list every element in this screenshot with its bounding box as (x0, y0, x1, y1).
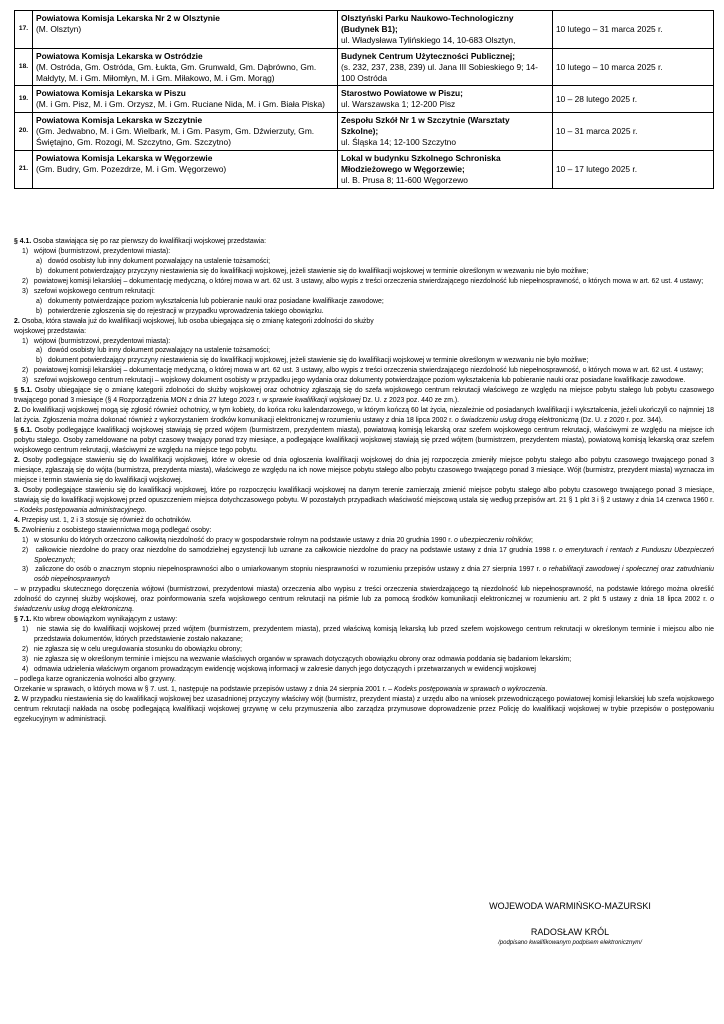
commission-cell (33, 150, 338, 188)
section-7-1: § 7.1. Kto wbrew obowiązkom wynikającym z ustawy: (14, 616, 178, 624)
section-6-2: 2. Osoby podlegające stawieniu się do kwalifikacji wojskowej, które w okresie od dnia ogłoszenia kwalifikacji wojskowej do dnia jej rozpoczęcia zmieniły miejsce pobytu stałego albo pobytu czasowego trwającego ponad 3 miesiące, zgłaszają się do wójta (burmistrza, prezydenta miasta), właściwego ze względu na ich nowe miejsce pobytu stałego albo pobytu czasowego trwającego ponad 3 miesiące. Wójt (burmistrz, prezydent miasta) wyznacza im miejsce i termin stawienia się do kwalifikacji wojskowej. (14, 456, 714, 484)
venue-address: ul. Śląska 14; 12-100 Szczytno (341, 137, 456, 148)
section-6-1: § 6.1. Osoby podlegające kwalifikacji wojskowej stawiają się przed wójtem (burmistrzem, prezydentem miasta), powiatową komisją lekarską oraz szefem wojskowego centrum rekrutacji, właściwymi ze względu na miejsce ich pobytu stałego. Osoby zameldowane na pobyt czasowy trwający ponad trzy miesiące, a podlegające kwalifikacji wojskowej stawiają się przed wójtem (burmistrzem, prezydentem miasta), powiatową komisją lekarską oraz szefem wojskowego centrum rekrutacji, właściwymi ze względu na miejsce tego pobytu. (14, 427, 714, 455)
commission-name: Powiatowa Komisja Lekarska w Szczytnie (36, 115, 203, 126)
signature-block (420, 900, 720, 948)
venue-cell (338, 113, 553, 151)
venue-name: Zespołu Szkół Nr 1 w Szczytnie (Warsztaty Szkolne); (341, 115, 510, 137)
signatory-office: WOJEWODA WARMIŃSKO-MAZURSKI (489, 901, 651, 911)
venue-address: (s. 232, 237, 238, 239) ul. Jana III Sobieskiego 9; 14-100 Ostróda (341, 61, 538, 83)
commission-area: (Gm. Jedwabno, M. i Gm. Wielbark, M. i Gm. Pasym, Gm. Dźwierzuty, Gm. Świętajno, Gm. Rozogi, M. Szczytno, Gm. Szczytno) (36, 126, 315, 148)
section-5-1: § 5.1. Osoby ubiegające się o zmianę kategorii zdolności do służby wojskowej oraz ochotnicy zgłaszają się do szefa wojskowego centrum rekrutacji właściwego ze względu na miejsce pobytu stałego lub pobytu czasowego trwającego ponad 3 miesiące (§ 4 Rozporządzenia MON z dnia 27 lutego 2023 r. w sprawie kwalifikacji wojskowej Dz. U. z 2023 poz. 440 ze zm.). (14, 387, 714, 405)
row-number: 19. (15, 86, 33, 113)
dates-cell: 10 – 28 lutego 2025 r. (553, 86, 714, 113)
section-5-2: 2. Do kwalifikacji wojskowej mogą się zgłosić również ochotnicy, w tym kobiety, do końca roku kalendarzowego, w którym kończą 60 lat życia, niezależnie od posiadanych kwalifikacji i wykształcenia, jeżeli ukończyli co najmniej 18 lat życia. Zgłoszenia można dokonać również z wykorzystaniem środków komunikacji elektronicznej w rozumieniu ustawy z dnia 18 lipca 2002 r. o świadczeniu usług drogą elektroniczną (Dz. U. z 2020 r. poz. 344). (14, 407, 714, 425)
commission-name: Powiatowa Komisja Lekarska w Węgorzewie (36, 152, 213, 163)
commission-area: (Gm. Budry, Gm. Pozezdrze, M. i Gm. Węgorzewo) (36, 163, 227, 174)
venue-name: Budynek Centrum Użyteczności Publicznej; (341, 50, 516, 61)
table-row (15, 150, 714, 188)
list-item: 1) nie stawia się do kwalifikacji wojskowej przed wójtem (burmistrzem, prezydentem miasta), przed właściwą komisją lekarską lub przed szefem wojskowego centrum rekrutacji w określonym terminie i miejscu albo nie przedstawia dokumentów, których przedstawienie zostało nakazane; (22, 626, 714, 644)
section-7-orzekanie: Orzekanie w sprawach, o których mowa w § 7. ust. 1, następuje na podstawie przepisów ustawy z dnia 24 sierpnia 2001 r. – Kodeks postępowania w sprawach o wykroczenia. (14, 685, 548, 693)
commission-area: (M. i Gm. Pisz, M. i Gm. Orzysz, M. i Gm. Ruciane Nida, M. i Gm. Biała Piska) (36, 99, 325, 110)
venue-name: Starostwo Powiatowe w Piszu; (341, 88, 463, 99)
list-item: b) dokument potwierdzający przyczyny niestawienia się do kwalifikacji wojskowej, jeżeli stawienie się do kwalifikacji wojskowej w terminie określonym w wezwaniu nie było możliwe; (36, 267, 589, 275)
venue-cell (338, 11, 553, 49)
venue-address: ul. Władysława Tylińskiego 14, 10-683 Olsztyn, (341, 34, 516, 45)
section-6-5: 5. Zwolnieniu z osobistego stawiennictwa mogą podlegać osoby: (14, 526, 212, 534)
table-row (15, 11, 714, 49)
signatory-name: RADOSŁAW KRÓL (530, 927, 610, 937)
table-row (15, 48, 714, 86)
section-6-3: 3. Osoby podlegające stawieniu się do kwalifikacji wojskowej, które po rozpoczęciu kwalifikacji wojskowej na danym terenie zamierzają zmienić miejsce pobytu stałego albo pobytu czasowego trwającego ponad 3 miesiące, stawiają się do kwalifikacji wojskowej przed opuszczeniem miejsca dotychczasowego pobytu. W pozostałych przypadkach właściwość miejscową ustala się według przepisów art. 21 § 1 pkt 3 i § 2 ustawy z dnia 14 czerwca 1960 r. – Kodeks postępowania administracyjnego. (14, 486, 714, 514)
list-item: 1) wójtowi (burmistrzowi, prezydentowi miasta): (22, 337, 171, 345)
list-item: b) potwierdzenie zgłoszenia się do rejestracji w przypadku wprowadzenia takiego obowiązku. (36, 307, 324, 315)
section-7-2: 2. W przypadku niestawienia się do kwalifikacji wojskowej bez uzasadnionej przyczyny właściwy wójt (burmistrz, prezydent miasta) z urzędu albo na wniosek przewodniczącego powiatowej komisji lekarskiej lub szefa wojskowego centrum rekrutacji nakłada na osobę podlegającą kwalifikacji wojskowej grzywnę w celu przymuszenia albo zarządza przymusowe doprowadzenie przez Policję do kwalifikacji wojskowej w trybie przepisów o postępowaniu egzekucyjnym w administracji. (14, 695, 714, 723)
commission-area: (M. Ostróda, Gm. Ostróda, Gm. Łukta, Gm. Grunwald, Gm. Dąbrówno, Gm. Małdyty, M. i Gm. Miłomłyn, M. i Gm. Miłakowo, M. i Gm. Morąg) (36, 61, 317, 83)
commission-area: (M. Olsztyn) (36, 23, 82, 34)
list-item: 2) powiatowej komisji lekarskiej – dokumentację medyczną, o której mowa w art. 62 ust. 3 ustawy, albo wypis z treści orzeczenia stwierdzającego niezdolność lub niepełnosprawność, o których mowa w art. 62 ust. 4 ustawy; (22, 367, 704, 375)
list-item: 1) wójtowi (burmistrzowi, prezydentowi miasta): (22, 247, 171, 255)
list-item: 1) w stosunku do których orzeczono całkowitą niezdolność do pracy w gospodarstwie rolnym na podstawie ustawy z dnia 20 grudnia 1990 r. o ubezpieczeniu rolników; (22, 536, 533, 544)
commission-name: Powiatowa Komisja Lekarska Nr 2 w Olsztynie (36, 13, 220, 23)
section-4-2-cont: wojskowej przedstawia: (14, 327, 86, 335)
venue-name: Lokal w budynku Szkolnego Schroniska Młodzieżowego w Węgorzewie; (341, 152, 501, 174)
list-item: a) dowód osobisty lub inny dokument pozwalający na ustalenie tożsamości; (36, 257, 271, 265)
commission-cell (33, 11, 338, 49)
venue-cell (338, 48, 553, 86)
commission-cell (33, 86, 338, 113)
commission-cell (33, 113, 338, 151)
dates-cell: 10 lutego – 10 marca 2025 r. (553, 48, 714, 86)
list-item: 3) szefowi wojskowego centrum rekrutacji: (22, 287, 155, 295)
table-row (15, 113, 714, 151)
row-number: 17. (15, 11, 33, 49)
row-number: 18. (15, 48, 33, 86)
list-item: 3) zaliczone do osób o znacznym stopniu niepełnosprawności albo o umiarkowanym stopniu niesprawności w rozumieniu przepisów ustawy z dnia 27 sierpnia 1997 r. o rehabilitacji zawodowej i społecznej oraz zatrudnianiu osób niepełnosprawnych (22, 566, 714, 584)
venue-address: ul. Warszawska 1; 12-200 Pisz (341, 99, 456, 110)
commission-name: Powiatowa Komisja Lekarska w Ostródzie (36, 50, 203, 61)
dates-cell: 10 – 31 marca 2025 r. (553, 113, 714, 151)
row-number: 20. (15, 113, 33, 151)
signature-note: /podpisano kwalifikowanym podpisem elektronicznym/ (498, 940, 642, 946)
venue-cell (338, 150, 553, 188)
table-row (15, 86, 714, 113)
list-item: b) dokument potwierdzający przyczyny niestawienia się do kwalifikacji wojskowej, jeżeli stawienie się do kwalifikacji wojskowej w terminie określonym w wezwaniu nie było możliwe; (36, 357, 589, 365)
venue-cell (338, 86, 553, 113)
dates-cell: 10 – 17 lutego 2025 r. (553, 150, 714, 188)
list-item: 2) nie zgłasza się w celu uregulowania stosunku do obowiązku obrony; (22, 646, 242, 654)
legal-text (14, 237, 714, 725)
list-item: a) dowód osobisty lub inny dokument pozwalający na ustalenie tożsamości; (36, 347, 271, 355)
list-item: 3) nie zgłasza się w określonym terminie i miejscu na wezwanie właściwych organów w sprawach dotyczących obowiązku obrony oraz odmawia poddania się badaniom lekarskim; (22, 656, 572, 664)
list-item: 3) szefowi wojskowego centrum rekrutacji – wojskowy dokument osobisty w przypadku jego wydania oraz dokumenty potwierdzające poziom wykształcenia lub pobieranie nauki oraz posiadane kwalifikacje zawodowe. (22, 377, 686, 385)
section-7-1-tail: – podlega karze ograniczenia wolności albo grzywny. (14, 675, 176, 683)
list-item: 4) odmawia udzielenia właściwym organom prowadzącym ewidencję wojskową informacji w zakresie danych jego dotyczących i przetwarzanych w ewidencji wojskowej (22, 665, 536, 673)
venue-name: Olsztyński Parku Naukowo-Technologiczny (Budynek B1); (341, 13, 514, 34)
section-4-1: § 4.1. Osoba stawiająca się po raz pierwszy do kwalifikacji wojskowej przedstawia: (14, 238, 267, 245)
venue-address: ul. B. Prusa 8; 11-600 Węgorzewo (341, 174, 468, 185)
commission-name: Powiatowa Komisja Lekarska w Piszu (36, 88, 186, 99)
row-number: 21. (15, 150, 33, 188)
section-4-2: 2. Osoba, która stawała już do kwalifikacji wojskowej, lub osoba ubiegająca się o zmianę kategorii zdolności do służby (14, 317, 374, 325)
section-6-4: 4. Przepisy ust. 1, 2 i 3 stosuje się również do ochotników. (14, 516, 192, 524)
section-6-5-tail: – w przypadku skutecznego doręczenia wójtowi (burmistrzowi, prezydentowi miasta) orzeczenia albo wypisu z treści orzeczenia stwierdzającego tą niezdolność lub niepełnosprawność, na podstawie którego można określić zdolność do czynnej służby wojskowej, oraz poinformowania szefa wojskowego centrum rekrutacji na piśmie lub za pomocą środków komunikacji elektronicznej w rozumieniu art. 2 pkt 5 ustawy z dnia 18 lipca 2002 r. o świadczeniu usług drogą elektroniczną. (14, 586, 714, 614)
commission-cell (33, 48, 338, 86)
list-item: 2) powiatowej komisji lekarskiej – dokumentację medyczną, o której mowa w art. 62 ust. 3 ustawy, albo wypis z treści orzeczenia stwierdzającego niezdolność lub niepełnosprawność, o których mowa w art. 62 ust. 4 ustawy; (22, 277, 704, 285)
list-item: 2) całkowicie niezdolne do pracy oraz niezdolne do samodzielnej egzystencji lub uznane za całkowicie niezdolne do pracy na podstawie ustawy z dnia 17 grudnia 1998 r. o emeryturach i rentach z Funduszu Ubezpieczeń Społecznych; (22, 546, 714, 564)
commission-schedule-table (14, 10, 714, 189)
list-item: a) dokumenty potwierdzające poziom wykształcenia lub pobieranie nauki oraz posiadane kwalifikacje zawodowe; (36, 297, 384, 305)
dates-cell: 10 lutego – 31 marca 2025 r. (553, 11, 714, 49)
